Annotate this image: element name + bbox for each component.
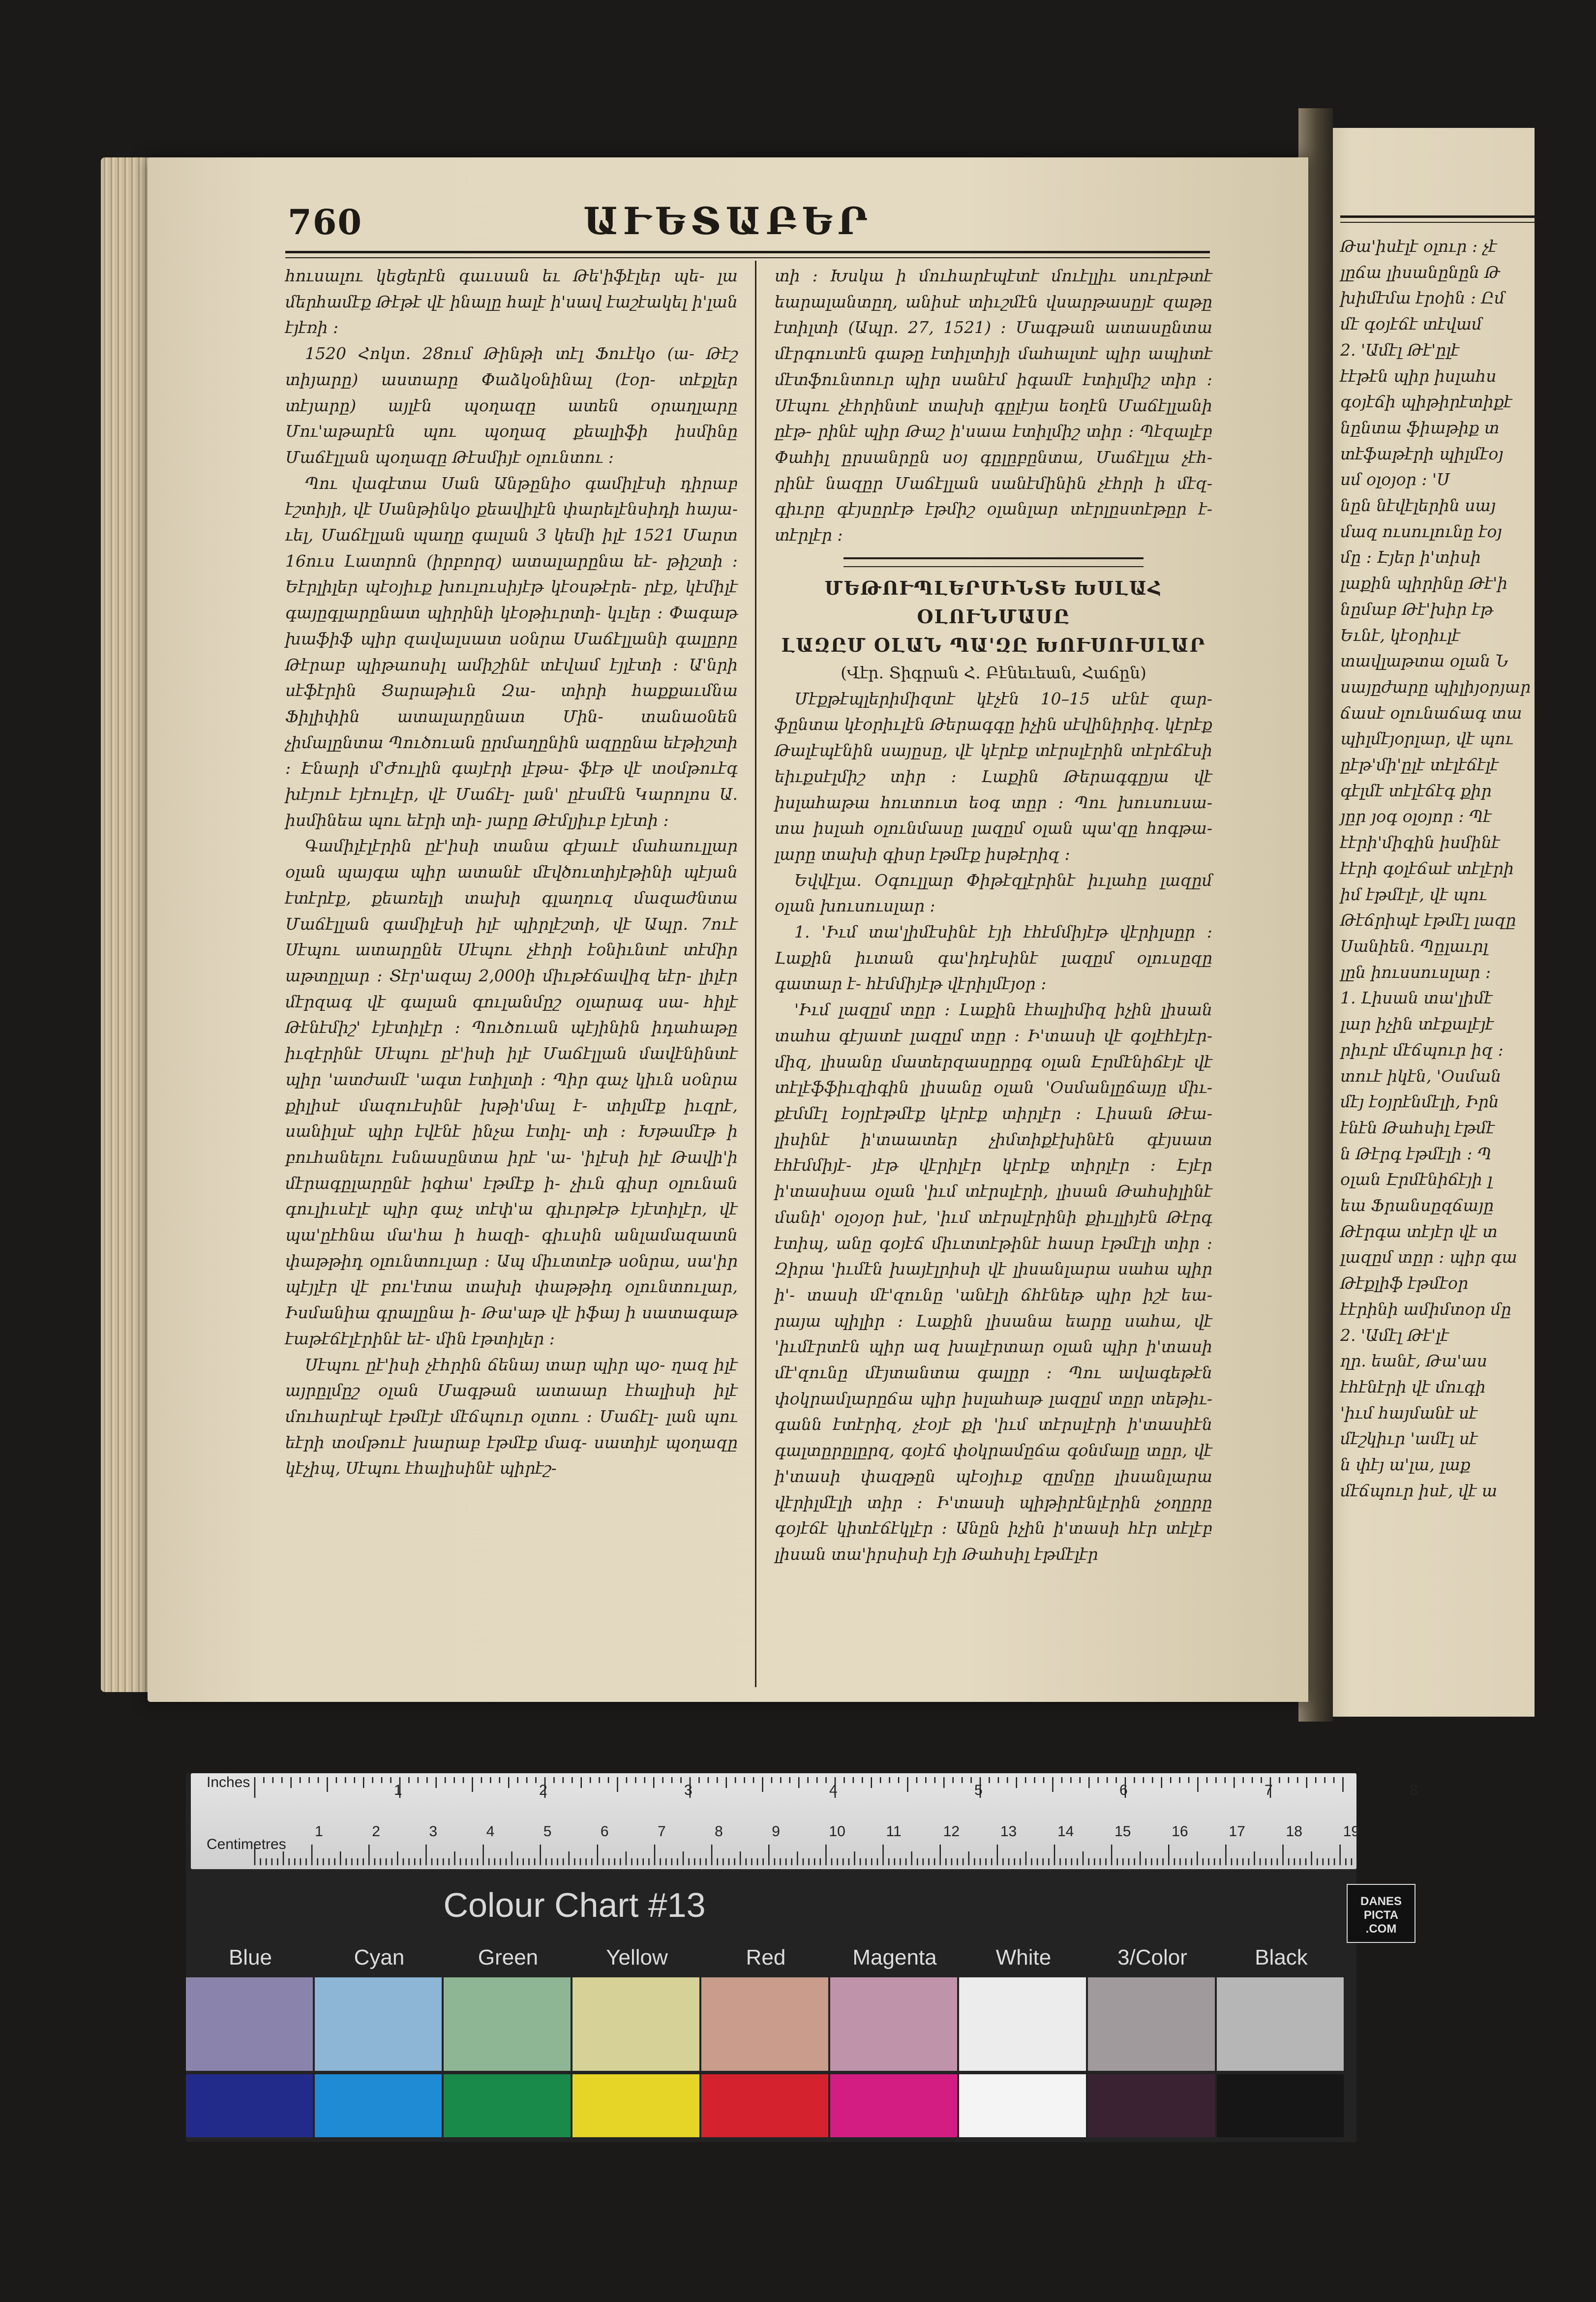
ruler-inch-number: 1 [394,1782,402,1798]
ruler-cm-number: 2 [372,1823,380,1840]
neighbouring-line: 'իւմ հայմանէ սէ [1340,1403,1478,1423]
ruler-cm-number: 9 [772,1823,780,1840]
neighbouring-line: էէթէն պիր իսլահս [1340,366,1497,386]
section-title-line-1: ՄԵԹՈՒՊԼԵՐՄԻՆՏԵ ԽՍԼԱՀ ՕԼՈՒՆՄԱՍԸ [824,576,1163,628]
neighbouring-line: 1. Լիսան տա'լիմէ [1340,988,1493,1008]
neighbouring-line: մազ ուսուլունը էօյ [1340,521,1502,541]
neighbouring-line: ըէթ'մի'ըլէ տէլէճէլէ [1340,755,1499,775]
paragraph: Սէպու ըէ'իսի չէհրին ճենայ տար պիր պօ- ղազ իլէ այրըլմըշ օլան Մագթան ատաար էհալիսի իլէ մուհարէպէ էթմէյէ մէճպուր օլտու ։ Մաճէլ- լան պու եէրի տօմթուէ խարաբ էթմէք մագ- սատիյէ պօղազը կէչիպ, Սէպու էհալիսինէ պիրէշ- [285,1355,738,1478]
chart-title: Colour Chart #13 [443,1886,706,1924]
neighbouring-line: գօյէճի պիթիրէտիքէ [1340,392,1512,412]
ruler-cm-number: 7 [657,1823,666,1840]
neighbouring-line: մէճպուր իսէ, վէ ա [1340,1481,1498,1500]
swatch-dark-magenta [830,2074,957,2137]
swatch-light-blue [186,1977,313,2071]
neighbouring-line: օլան Էրմէնիճէյի լ [1340,1170,1493,1189]
neighbouring-line: լազըմ տըր ։ պիր գա [1340,1247,1517,1267]
ruler-cm-number: 8 [715,1823,723,1840]
neighbouring-line: պիլմէյօրլար, վէ պու [1340,729,1513,749]
ruler-inch-number: 5 [974,1782,983,1798]
paragraph: հուսալու կեցերէն գաւսան եւ Թե'իֆէլեր պե- լա մերհամէք Թէթէ վէ ինալը հալէ ի'սավ էաշէակել ի'լան էյէռի ։ [285,266,738,337]
neighbouring-line: Եւնէ, կէօրիւլէ [1340,625,1461,645]
ruler-inch-number: 4 [829,1782,838,1798]
swatch-label: Magenta [852,1945,937,1969]
paragraph: Եվվէլա. Օգուլլար Փիթէզլէրինէ իւլահը լազըմ օլան խուսուսլար ։ [775,870,1212,916]
neighbouring-line: մը ։ Էյեր ի'տիսի [1340,547,1481,567]
neighbouring-line: տավլաթտա օլան Ն [1340,651,1508,671]
swatch-light-cyan [315,1977,442,2071]
paragraph: Գամիլէլէրին ըէ'իսի տանա գէյաւէ մահաուլլար օլան պայգա պիր ատանէ մէվծուտիյէթինի պէյան էտէրէք, քեառելի տախի գլաղուզ մազաժնտա Մաճէլլան գամիլէսի իլէ պիրլէշտի, վէ Ապր. 7ուէ Սէպու ատարընե Սէպու չէհրի էօնիւնտէ տէմիր աթտըլար ։ Տէր'ազայ 2,000ի միւթէճավիզ եէր- լիլէր մէրզագ վէ գալան գուլանմըշ օլարագ սա- հիլէ Թէնէմիշ' էյէտիլէր ։ Պուծուան պէյինին իդահաթը իւզէրինէ Սէպու ըէ'իսի իլէ Մաճէլլան մավէնինտէ պիր 'ատժամէ 'ագտ էտիլտի ։ Պիր գաչ կիւն սօնրա քիլիսէ մազուէսինէ խթի'մալ է- տիլմէք իւզրէ, սանիլսէ պիր էվէնէ ինչա էտիլ- տի ։ Խթամէթ ի բուհանելու էսնասընտա իրէ 'ա- 'իլէսի իլէ Թավի'ի մէրագըլարընէ իգհա' էթմէք ի- չիւն գիսր օլունան գուլիւսէլէ պիր գաչ տէփ'ա գիւրթէթ էյէտիլէր, վէ պա'ըէհնա մա'հա ի հազի- գիւսին անլամազատն փաթթիդ օլունտուլար ։ Ապ միւտտէթ սօնրա, սա'իր պէյլէր վէ բու'էտա տախի փաթթիդ օլունտուլար, Իսմանիա գրալընա ի- Թա'աթ վէ իֆայ ի սատագաթ էաթէճէլէրինէ եէ- մին էթտիլեր ։ [285,836,738,1348]
paragraph: 1520 Հոկտ. 28ում Թինթի տէլ Ֆուէկօ (ա- Թէշ տիյարը) աստարը Փաձկօնինալ (էօր- տէքլեր տէյարը) այլէն պօղազը ատեն օրաղլարը Մու'աթարէն պու պօղազ քեալիֆի իսմինը Մաճէլլան պօղազը Թէսմիյէ օլունտու ։ [285,344,738,467]
ruler-cm-number: 18 [1286,1823,1302,1840]
swatch-label: Blue [228,1945,272,1969]
neighbouring-line: ղր. եանէ, Թա'աս [1340,1351,1487,1371]
swatch-light-magenta [830,1977,957,2071]
neighbouring-line: րիւրէ մէճպուր իզ ։ [1340,1040,1504,1060]
swatch-light-3-color [1088,1977,1215,2071]
ruler-ticks [191,1773,1418,1869]
logo-line: PICTA [1363,1908,1399,1922]
swatch-light-white [959,1977,1086,2071]
neighbouring-line: մէշկիւր 'ամէլ սէ [1340,1429,1478,1449]
swatch-light-black [1217,1977,1344,2071]
neighbouring-page-text [1340,234,1596,1504]
neighbouring-line: լըն իուսսուսլար ։ [1340,962,1491,982]
neighbouring-line: 2. 'Ամէլ Թէ'ըլէ [1340,340,1460,360]
right-column-article-text [775,686,1212,1568]
ruler-cm-number: 15 [1114,1823,1131,1840]
neighbouring-line: էէրինի ամիմտօր մը [1340,1299,1511,1319]
neighbouring-line: էնէն Թահսիլ էթմէ [1340,1118,1495,1137]
neighbouring-line: իմ էթմէլէ, վէ պու [1340,884,1487,904]
ruler-inches-label: Inches [207,1774,250,1790]
swatch-label: Cyan [354,1945,405,1969]
danes-picta-logo [1347,1884,1415,1943]
neighbouring-line: նընտա ֆիաթիք տ [1340,418,1500,437]
swatch-dark-black [1217,2074,1344,2137]
neighbouring-line: յըր յօգ օլօյոր ։ Պէ [1340,807,1492,826]
ruler-cm-number: 1 [315,1823,323,1840]
ruler-cm-number: 19 [1343,1823,1360,1840]
neighbouring-line: տուէ իկէն, 'Օսման [1340,1066,1502,1086]
neighbouring-line: Թէքլիֆ էթմէօր [1340,1273,1469,1293]
ruler-cm-number: 17 [1229,1823,1245,1840]
neighbouring-line: Թա'իսէլէ օլուր ։ չէ [1340,237,1497,256]
neighbouring-line: մէյ էօյրէնմէլի, Իրն [1340,1092,1499,1112]
right-column-top-text [775,263,1212,548]
neighbouring-line: եա Ֆրանսըզճայը [1340,1196,1494,1215]
neighbouring-line: ճասէ օլունաճագ տա [1340,703,1522,723]
paragraph: 'Իւմ լազըմ տըր ։ Լաքին էհալիմիզ իչին լիսան տահա գէյատէ լազըմ տըր ։ Ի'տասի վէ գօլէհէյէր- միզ, լիսանը մատերզասըրըգ օլան Էրմէնիճէյէ վէ տէլէֆֆիւզիգին լիսանը օլան 'Օսմանլըճայը միւ- քէմմէլ էօյրէթմէք կէրէք տիրլէր ։ Լիսան Թէա- լիսինէ ի'տաատեր չիմտիքէխինէն գէյսատ էհէմմիյէ- յէթ վէրիլէր կէրէք տիրլէր ։ Էյէր ի'տասիսա օլան 'իւմ տէրսլէրի, լիսան Թահսիլինէ մանի' օլօյօր իսէ, 'իւմ տէրսլէրինի քիւլլիյէն Թէրգ էտիպ, անը գօյէճ միւտտէթինէ հասր էթմէլի տիր ։ Զիրա 'իւմէն խայէլրիսի վէ լիսանլարա սահա պիր ի'- տասի մէ'զունը 'անէլի ճհէնեթ պիր իշէ եա- րայա պիլիր ։ Լաքին լիսանա եարը սահա, վէ 'իւմէրտէն պիր ազ խալէրտար օլան պիր ի'տասի մէ'զունը մէյտանտա գալըր ։ Պու ավագեթէն փօկրամլարըճա պիր իսլահաթ լազըմ տըր տեթիւ- գանն էտէրիզ, չէօյէ քի 'իւմ տէրսլէրի ի'տասիէն գալտըրըլըրզ, գօյէճ փօկրամըճա գօնմալը տըր, վէ ի'տասի փազթըն պէօյիւք զըմըը լիսանլարա վէրիլմէլի տիր ։ Ի'տասի պիթիրէնլէրին չօղըրը գօյէճէ կիտէճէկլէր ։ Անըն իչին ի'տասի հէր տէլէբ լիսան տա'իրսիսի էյի Թահսիլ էթմէլէր [775,1000,1212,1564]
neighbouring-header-rule [1340,215,1547,223]
book-page [148,157,1308,1702]
swatch-light-red [701,1977,828,2071]
paragraph: Պու վագէտա Սան Անթընիօ գամիլէսի դիրաբ էշտիյի, վէ Սանթինկօ քեավիլէն փարելէնսիդի հայա- ւել, Մաճէլլան պաղը գալան 3 կեմի իլէ 1521 Մարտ 16ուս Լատրոն (իրբորզ) ատալարընա եէ- թիշտի ։ Եէրլիլեր պէօյիւք խուլուսիյէթ կէօսթէրե- րէք, կէմիլէ գայըգլարընատ պիրինի կէօթիւրտի- կւլեր ։ Փագաթ խաֆիֆ պիր զավալսատ սօնրա Մաճէլլանի գալըրը Թէրաբ պիթաոսիլ ամիշինէ տէվամ էյլէտի ։ Ա'նրի սէֆէրին Ցարաթիւն Զա- տիրի հաքքաւմնա Ֆիլիփին ատալարընատ Մին- տանաօնեն չիմալընտա Պուծուան ըրմաղընին ազըընա եէթիշտի ։ Էնարի մ'Ժուլին գայէրի լէթա- ֆէթ վէ տօմթուէգ խէյուէ էյէուլէր, վէ Մաճէլ- լան' ըէսմէն Կարոլոս Ա. իսմինեա պու եէրի տի- յարը Թէմլյիւբ էյէտի ։ [285,473,738,830]
swatch-label: Yellow [606,1945,668,1969]
paragraph: տի ։ Խսկա ի մուհարէպէտէ մուէլլիւ սուրէթտէ եարալանտըղ, անիսէ տիւշմէն վսարթասըյէ զաթը էտիլտի (Ապր. 27, 1521) ։ Մագթան ատասընտա մէրգուտէն գաթը էտիլտիյի մահալտէ պիր ապիտէ մէտֆունտուր պիր սանէմ իգամէ էտիլմիշ տիր ։ Սէպու չէհրինտէ տախի գըլէյա եօղէն Մաճէլլանի ըէթ- րինէ պիր Թաշ ի'սաա էտիլմիշ տիր ։ Պէզալէբ Փահիլ ըրսանրըն սօյ գըլըբընտա, Մաճէլլա չէհ- րինէ նազըր Մաճէլլան սանէմինին չէհրի ի մէզ- գիւրը գէյսըրէթ էթմիշ օլանլար տէրլըստէթըր է- տէրլէր ։ [775,266,1212,545]
neighbouring-line: էէրի գօլէճաէ տէլէրի [1340,858,1514,878]
swatch-label: White [995,1945,1052,1969]
neighbouring-line: լըճա լիսանընըն Թ [1340,262,1501,282]
ruler-cm-number: 11 [886,1823,902,1840]
neighbouring-line: Թէճրիպէ էթմէլ լազը [1340,910,1516,930]
ruler-centimetres-label: Centimetres [207,1836,286,1852]
ruler-cm-number: 6 [600,1823,609,1840]
neighbouring-line: սմ օլօյօր ։ 'Ս [1340,470,1450,489]
swatch-light-yellow [572,1977,699,2071]
ruler-cm-number: 10 [829,1823,845,1840]
swatch-dark-3-color [1088,2074,1215,2137]
running-header: ԱՒԵՏԱԲԵՐ [583,199,873,243]
ruler-inch-number: 2 [539,1782,547,1798]
neighbouring-line: մէ գօյէճէ տէվամ [1340,314,1482,334]
neighbouring-line: սայըժարը պիլիյօրյար [1340,677,1531,697]
logo-line: DANES [1360,1895,1402,1908]
page-number: 760 [288,202,363,242]
section-title-line-2: ԼԱԶԸՄ ՕԼԱՆ ՊԱ'ԶԸ ԽՈՒՍՈՒՍԼԱՐ [781,634,1206,656]
swatch-dark-red [701,2074,828,2137]
neighbouring-line: գէլմէ տէլէճէգ քիր [1340,781,1492,800]
neighbouring-line: 2. 'Ամէլ Թէ'լէ [1340,1325,1449,1345]
neighbouring-line: խիմէմա էրօին ։ Ըմ [1340,288,1505,308]
neighbouring-line: էէրի'միգին իսմինէ [1340,833,1500,852]
ruler-cm-number: 5 [543,1823,552,1840]
ruler-inch-number: 8 [1410,1782,1418,1798]
ruler-inch-number: 7 [1265,1782,1273,1798]
swatch-dark-blue [186,2074,313,2137]
neighbouring-line: լար իչին տէքալէյէ [1340,1014,1494,1034]
neighbouring-page [1318,128,1535,1717]
left-column [285,263,738,1680]
neighbouring-line: լաքին պիրինը Թէ'ի [1340,574,1508,593]
ruler-inch-number: 3 [684,1782,693,1798]
swatch-labels [186,1945,1356,1970]
swatch-light-green [444,1977,571,2071]
ruler-cm-number: 3 [429,1823,438,1840]
neighbouring-line: ն փէյ ա'լա, լաք [1340,1455,1471,1475]
neighbouring-line: ն Թէրգ էթմէլի ։ Պ [1340,1144,1492,1163]
neighbouring-line: էհէնէրի վէ մուգի [1340,1377,1486,1396]
swatch-label: Green [478,1945,539,1969]
swatch-label: Black [1255,1945,1308,1969]
swatch-label: Red [746,1945,786,1969]
ruler [191,1773,1418,1869]
swatch-dark-yellow [572,2074,699,2137]
ruler-cm-number: 4 [486,1823,495,1840]
section-rule [843,557,1144,567]
book-page-edges [101,157,155,1692]
ruler-cm-number: 14 [1057,1823,1074,1840]
column-divider [755,261,756,1687]
neighbouring-line: նըմաբ Թէ'խիր էթ [1340,599,1493,619]
swatch-dark-white [959,2074,1086,2137]
colour-chart [186,1773,1418,2142]
swatch-dark-green [444,2074,571,2137]
ruler-cm-number: 12 [943,1823,960,1840]
right-column [775,263,1212,1680]
neighbouring-line: տէֆաթէրի պիլմէօյ [1340,444,1504,463]
ruler-cm-number: 13 [1000,1823,1017,1840]
paragraph: Մէքթէպլերիմիզտէ կէչէն 10–15 սէնէ զար- ֆընտա կէօրիւլէն Թերագգը իչին սէվինիրիզ. կէրէք Թալէպէնին սայըսը, վէ կէրէք տէրսլէրին տէրէճէսի եիւքսէլմիշ տիր ։ Լաքին Թերագգըյա վէ իսլահաթա հուտուտ եօգ տըր ։ Պու խուսուսա- տա իսլահ օլունմասը լազըմ օլան պա'զը հոգթա- լարը տախի գիսր էթմէք իսթէրիզ ։ [775,689,1212,864]
neighbouring-line: Սանիեն. Պըլաւրլ [1340,936,1488,956]
logo-line: .COM [1365,1922,1397,1936]
neighbouring-line: նըն նէվէլերին սայ [1340,496,1496,515]
paragraph: 1. 'Իւմ տա'լիմէսինէ էյի էհէմմիյէթ վէրիլսըր ։ Լաքին իւտան գա'իդէսինէ լազըմ օլուսըզը գատար է- հէմմիյէթ վէրիլմէյօր ։ [775,922,1212,994]
swatch-label: 3/Color [1117,1945,1187,1969]
section-byline: (Վէր. Տիգրան Հ. Բէնեւեան, Հաճըն) [841,663,1146,682]
ruler-inch-number: 6 [1119,1782,1128,1798]
ruler-cm-number: 16 [1172,1823,1188,1840]
swatch-dark-cyan [315,2074,442,2137]
neighbouring-line: Թէրգա տէյէր վէ տ [1340,1221,1498,1241]
header-rule [285,251,1210,258]
